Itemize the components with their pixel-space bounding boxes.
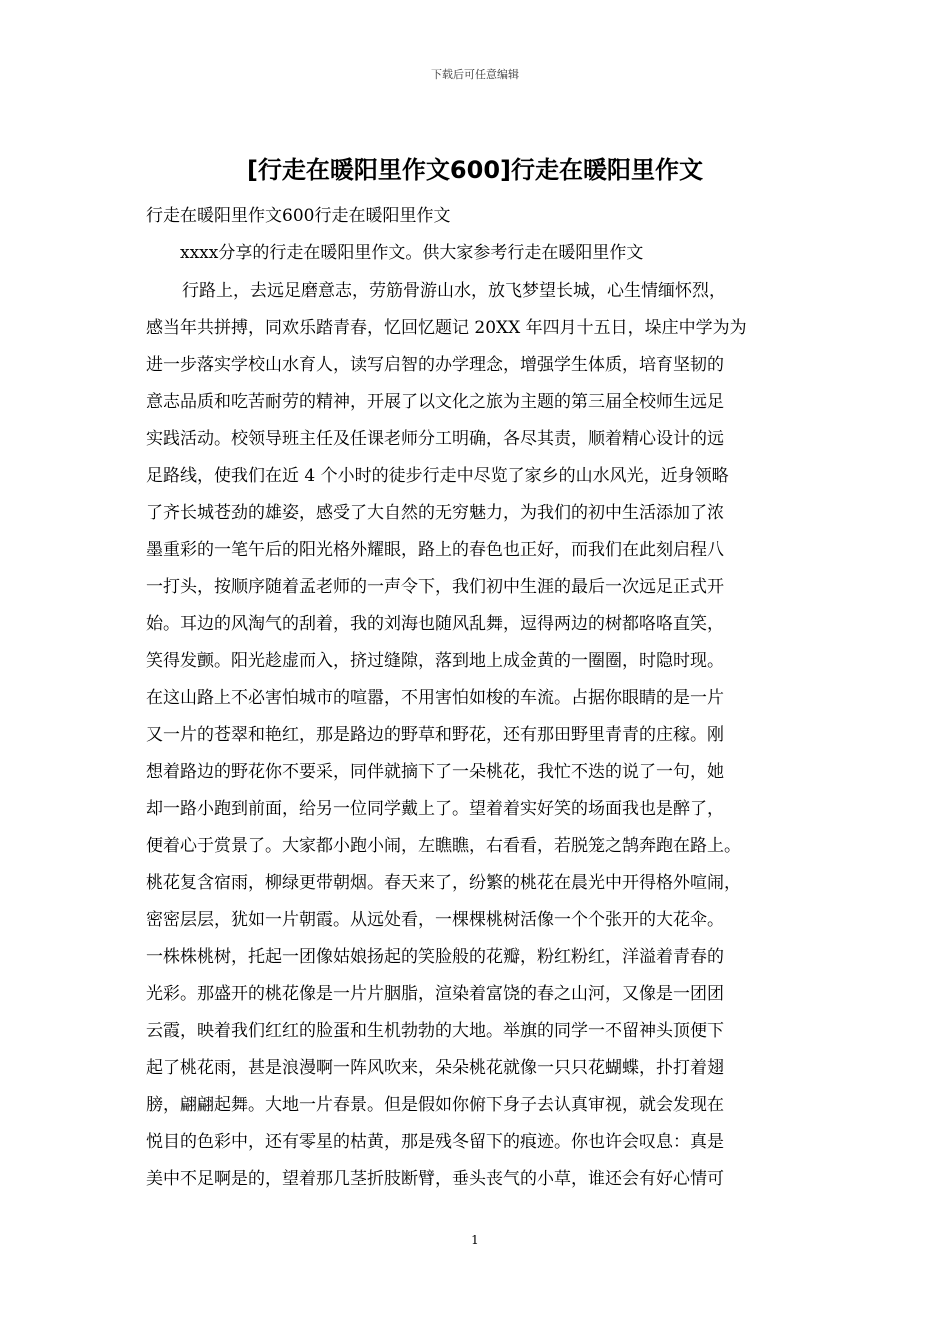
body-line: 光彩。那盛开的桃花像是一片片胭脂，渲染着富饶的春之山河，又像是一团团 [146,984,724,1004]
body-line: 一打头，按顺序随着孟老师的一声令下，我们初中生涯的最后一次远足正式开 [146,577,724,597]
body-line: 便着心于赏景了。大家都小跑小闹，左瞧瞧，右看看，若脱笼之鹄奔跑在路上。 [146,836,741,856]
body-line: 进一步落实学校山水育人，读写启智的办学理念，增强学生体质，培育坚韧的 [146,355,724,375]
body-line: 了齐长城苍劲的雄姿，感受了大自然的无穷魅力，为我们的初中生活添加了浓 [146,503,724,523]
body-line: 感当年共拼搏，同欢乐踏青春，忆回忆题记 20XX 年四月十五日，垛庄中学为为 [146,318,747,338]
body-line: 桃花复含宿雨，柳绿更带朝烟。春天来了，纷繁的桃花在晨光中开得格外喧闹， [146,873,741,893]
body-line: 始。耳边的风淘气的刮着，我的刘海也随风乱舞，逗得两边的树都咯咯直笑， [146,614,724,634]
body-line: 行路上，去远足磨意志，劳筋骨游山水，放飞梦望长城，心生情缅怀烈， [182,281,726,301]
document-subtitle: 行走在暖阳里作文600行走在暖阳里作文 [146,206,451,226]
body-line: 却一路小跑到前面，给另一位同学戴上了。望着着实好笑的场面我也是醉了， [146,799,724,819]
document-title: [行走在暖阳里作文600]行走在暖阳里作文 [246,156,704,184]
body-line: 实践活动。校领导班主任及任课老师分工明确，各尽其责，顺着精心设计的远 [146,429,724,449]
body-line: 云霞，映着我们红红的脸蛋和生机勃勃的大地。举旗的同学一不留神头顶便下 [146,1021,724,1041]
body-line: 密密层层，犹如一片朝霞。从远处看，一棵棵桃树活像一个个张开的大花伞。 [146,910,724,930]
body-line: 墨重彩的一笔午后的阳光格外耀眼，路上的春色也正好，而我们在此刻启程八 [146,540,724,560]
intro-paragraph: xxxx分享的行走在暖阳里作文。供大家参考行走在暖阳里作文 [180,243,644,263]
body-line: 足路线，使我们在近 4 个小时的徒步行走中尽览了家乡的山水风光，近身领略 [146,466,729,486]
body-line: 膀，翩翩起舞。大地一片春景。但是假如你俯下身子去认真审视，就会发现在 [146,1095,724,1115]
body-line: 意志品质和吃苦耐劳的精神，开展了以文化之旅为主题的第三届全校师生远足 [146,392,724,412]
body-line: 美中不足啊是的，望着那几茎折肢断臂，垂头丧气的小草，谁还会有好心情可 [146,1169,724,1189]
body-line: 一株株桃树，托起一团像姑娘扬起的笑脸般的花瓣，粉红粉红，洋溢着青春的 [146,947,724,967]
header-note: 下载后可任意编辑 [431,68,519,81]
body-line: 起了桃花雨，甚是浪漫啊一阵风吹来，朵朵桃花就像一只只花蝴蝶，扑打着翅 [146,1058,724,1078]
body-line: 笑得发颤。阳光趁虚而入，挤过缝隙，落到地上成金黄的一圈圈，时隐时现。 [146,651,724,671]
body-line: 在这山路上不必害怕城市的喧嚣，不用害怕如梭的车流。占据你眼睛的是一片 [146,688,724,708]
body-line: 想着路边的野花你不要采，同伴就摘下了一朵桃花，我忙不迭的说了一句，她 [146,762,724,782]
body-paragraph [146,273,826,1198]
page-number: 1 [471,1233,479,1247]
body-line: 悦目的色彩中，还有零星的枯黄，那是残冬留下的痕迹。你也许会叹息：真是 [146,1132,724,1152]
body-line: 又一片的苍翠和艳红，那是路边的野草和野花，还有那田野里青青的庄稼。刚 [146,725,724,745]
